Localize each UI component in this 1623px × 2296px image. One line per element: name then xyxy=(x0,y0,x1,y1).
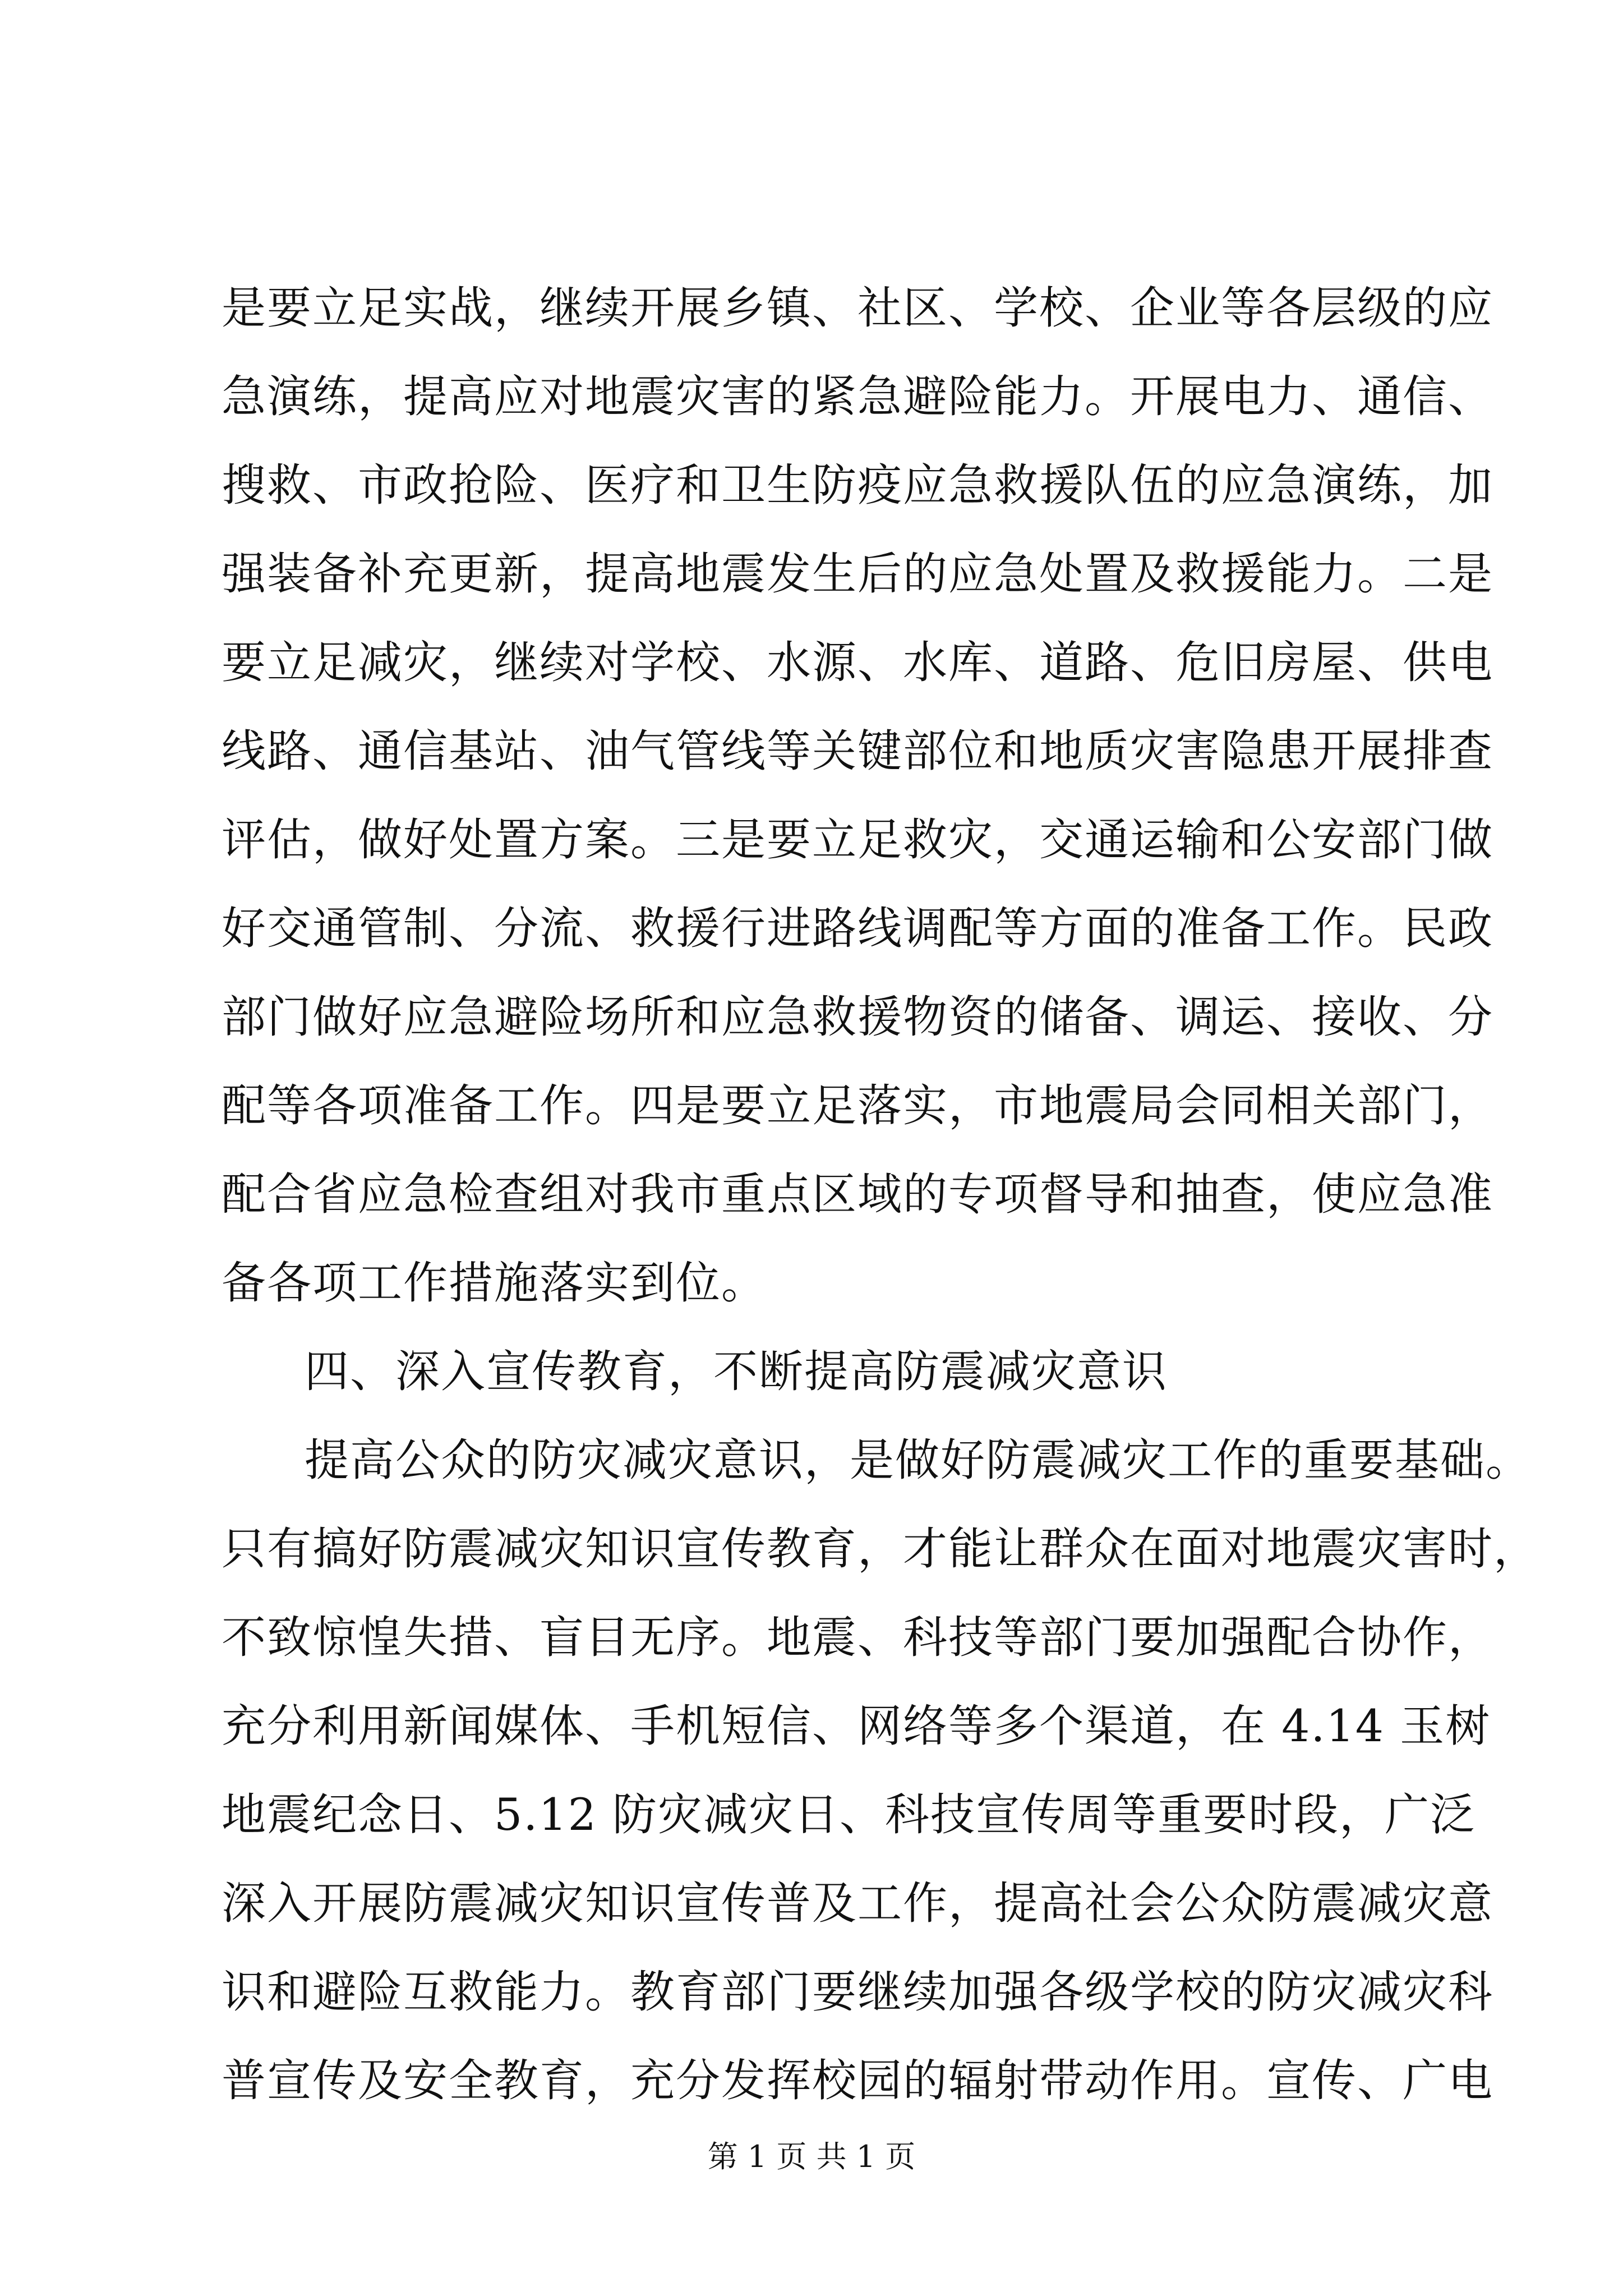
paragraph-line: 不致惊惶失措、盲目无序。地震、科技等部门要加强配合协作， xyxy=(222,1612,1493,1663)
paragraph-line: 急演练，提高应对地震灾害的紧急避险能力。开展电力、通信、 xyxy=(222,371,1493,422)
paragraph-line: 搜救、市政抢险、医疗和卫生防疫应急救援队伍的应急演练，加 xyxy=(222,459,1493,511)
paragraph-line: 部门做好应急避险场所和应急救援物资的储备、调运、接收、分 xyxy=(222,991,1493,1043)
paragraph-line: 是要立足实战，继续开展乡镇、社区、学校、企业等各层级的应 xyxy=(222,282,1493,334)
paragraph-line: 要立足减灾，继续对学校、水源、水库、道路、危旧房屋、供电 xyxy=(222,637,1493,688)
document-body xyxy=(222,264,1539,2125)
paragraph-line: 只有搞好防震减灾知识宣传教育，才能让群众在面对地震灾害时， xyxy=(222,1523,1539,1575)
paragraph-line: 配合省应急检查组对我市重点区域的专项督导和抽查，使应急准 xyxy=(222,1168,1493,1220)
paragraph-line: 识和避险互救能力。教育部门要继续加强各级学校的防灾减灾科 xyxy=(222,1966,1493,2018)
paragraph-line: 深入开展防震减灾知识宣传普及工作，提高社会公众防震减灾意 xyxy=(222,1878,1493,1929)
paragraph-line: 提高公众的防灾减灾意识，是做好防震减灾工作的重要基础。 xyxy=(305,1434,1531,1486)
paragraph-line: 备各项工作措施落实到位。 xyxy=(222,1257,767,1309)
section-heading: 四、深入宣传教育，不断提高防震减灾意识 xyxy=(305,1346,1168,1397)
paragraph-line: 充分利用新闻媒体、手机短信、网络等多个渠道，在 4.14 玉树 xyxy=(222,1700,1491,1752)
page-number-footer: 第 1 页 共 1 页 xyxy=(707,2139,916,2174)
paragraph-line: 配等各项准备工作。四是要立足落实，市地震局会同相关部门， xyxy=(222,1080,1493,1131)
paragraph-line: 强装备补充更新，提高地震发生后的应急处置及救援能力。二是 xyxy=(222,548,1493,600)
paragraph-line: 好交通管制、分流、救援行进路线调配等方面的准备工作。民政 xyxy=(222,903,1493,954)
paragraph-line: 地震纪念日、5.12 防灾减灾日、科技宣传周等重要时段，广泛 xyxy=(222,1789,1476,1841)
paragraph-line: 普宣传及安全教育，充分发挥校园的辐射带动作用。宣传、广电 xyxy=(222,2055,1493,2106)
paragraph-line: 线路、通信基站、油气管线等关键部位和地质灾害隐患开展排查 xyxy=(222,725,1493,777)
paragraph-line: 评估，做好处置方案。三是要立足救灾，交通运输和公安部门做 xyxy=(222,814,1493,866)
